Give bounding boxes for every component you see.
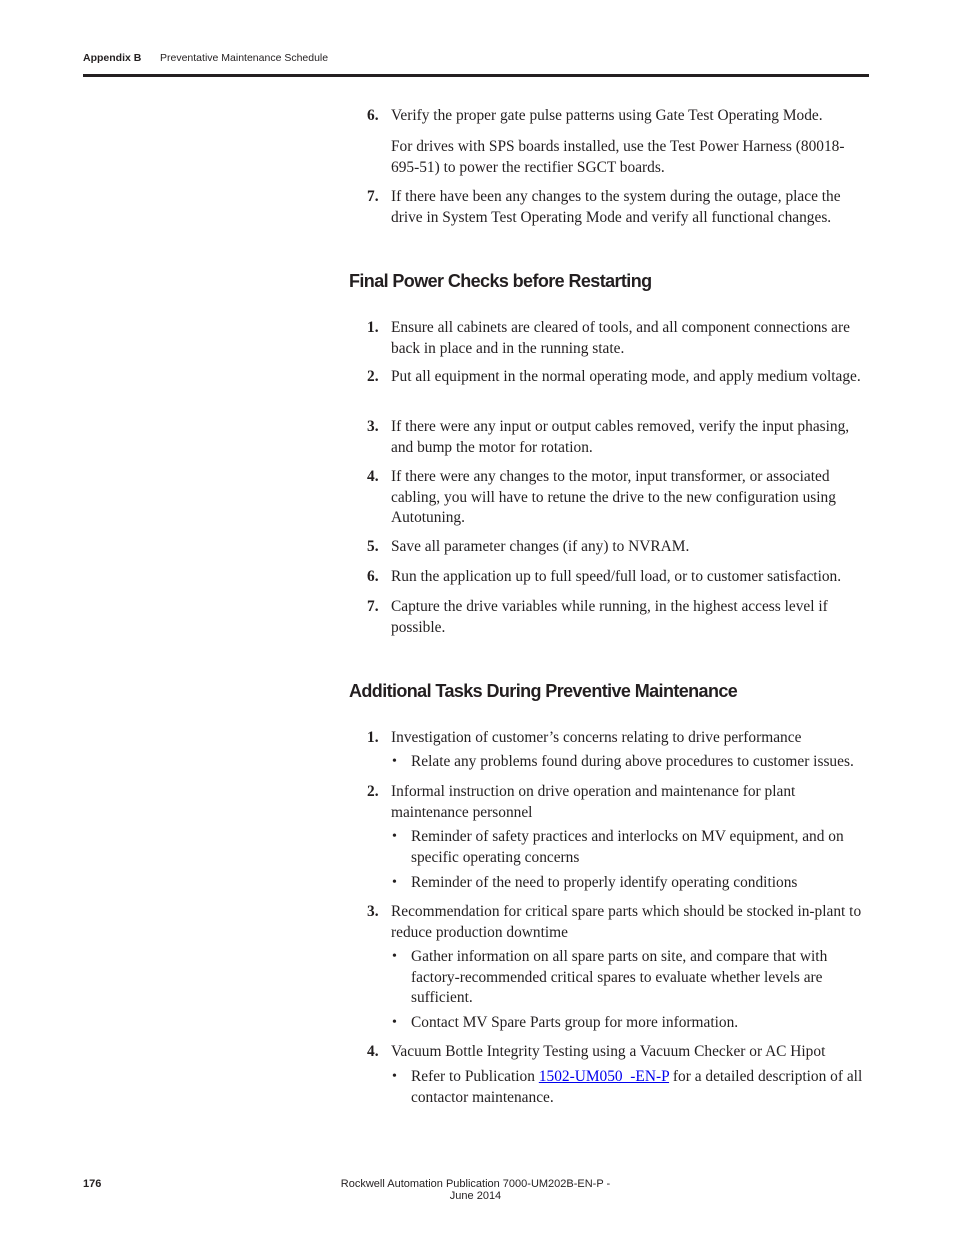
step-text: Investigation of customer’s concerns relating to drive performance	[391, 729, 802, 746]
step-number: 3.	[367, 418, 379, 435]
step-text: Vacuum Bottle Integrity Testing using a Vacuum Checker or AC Hipot	[391, 1043, 826, 1060]
step-note-text: For drives with SPS boards installed, use the Test Power Harness (80018-695-51) to power the rectifier SGCT boards.	[391, 138, 845, 176]
step-text: If there were any input or output cables removed, verify the input phasing, and bump the motor for rotation.	[391, 418, 850, 456]
header-rule	[83, 74, 869, 77]
step-number: 1.	[367, 729, 379, 746]
step-number: 7.	[367, 188, 379, 205]
step-text: If there were any changes to the motor, input transformer, or associated cabling, you will have to retune the drive to the new configuration using Autotuning.	[391, 468, 836, 526]
appendix-label: Appendix B	[83, 52, 142, 64]
section-heading: Final Power Checks before Restarting	[349, 271, 652, 291]
step-number: 2.	[367, 783, 379, 800]
step-text: Save all parameter changes (if any) to NVRAM.	[391, 538, 690, 555]
section-heading: Additional Tasks During Preventive Maintenance	[349, 681, 738, 701]
bullet-text	[411, 1067, 871, 1108]
bullet-text: Reminder of the need to properly identify operating conditions	[411, 874, 798, 891]
step-text: Ensure all cabinets are cleared of tools, and all component connections are back in place and in the running state.	[391, 319, 850, 357]
step-text: Put all equipment in the normal operating mode, and apply medium voltage.	[391, 368, 861, 385]
bullet-icon: •	[392, 1015, 397, 1030]
bullet-text: Contact MV Spare Parts group for more information.	[411, 1014, 739, 1031]
step-text: Informal instruction on drive operation and maintenance for plant maintenance personnel	[391, 783, 796, 821]
publication-link[interactable]: 1502-UM050_-EN-P	[538, 1068, 670, 1085]
bullet-icon: •	[392, 754, 397, 769]
bullet-text: Gather information on all spare parts on site, and compare that with factory-recommended critical spares to evaluate whether levels are sufficient.	[411, 948, 828, 1006]
bullet-icon: •	[392, 829, 397, 844]
step-text: If there have been any changes to the system during the outage, place the drive in System Test Operating Mode and verify all functional changes.	[391, 188, 841, 226]
bullet-prefix: Refer to Publication	[411, 1068, 539, 1085]
step-number: 5.	[367, 538, 379, 555]
step-number: 6.	[367, 107, 379, 124]
step-number: 4.	[367, 468, 379, 485]
bullet-text: Reminder of safety practices and interlocks on MV equipment, and on specific operating concerns	[411, 828, 844, 866]
step-number: 4.	[367, 1043, 379, 1060]
publication-info: Rockwell Automation Publication 7000-UM202B-EN-P - June 2014	[340, 1178, 611, 1202]
step-text: Verify the proper gate pulse patterns using Gate Test Operating Mode.	[391, 107, 823, 124]
bullet-text: Relate any problems found during above procedures to customer issues.	[411, 753, 854, 770]
section-title: Preventative Maintenance Schedule	[160, 52, 329, 64]
step-number: 2.	[367, 368, 379, 385]
bullet-icon: •	[392, 1069, 397, 1084]
bullet-icon: •	[392, 875, 397, 890]
bullet-icon: •	[392, 949, 397, 964]
step-text: Recommendation for critical spare parts which should be stocked in-plant to reduce production downtime	[391, 903, 862, 941]
page-header	[83, 52, 868, 69]
step-number: 3.	[367, 903, 379, 920]
step-number: 1.	[367, 319, 379, 336]
step-number: 7.	[367, 598, 379, 615]
step-text: Run the application up to full speed/full load, or to customer satisfaction.	[391, 568, 842, 585]
step-text: Capture the drive variables while running, in the highest access level if possible.	[391, 598, 828, 636]
step-number: 6.	[367, 568, 379, 585]
bullet-suffix: for a detailed description of all contactor maintenance.	[411, 1068, 863, 1106]
page-number: 176	[83, 1178, 102, 1190]
